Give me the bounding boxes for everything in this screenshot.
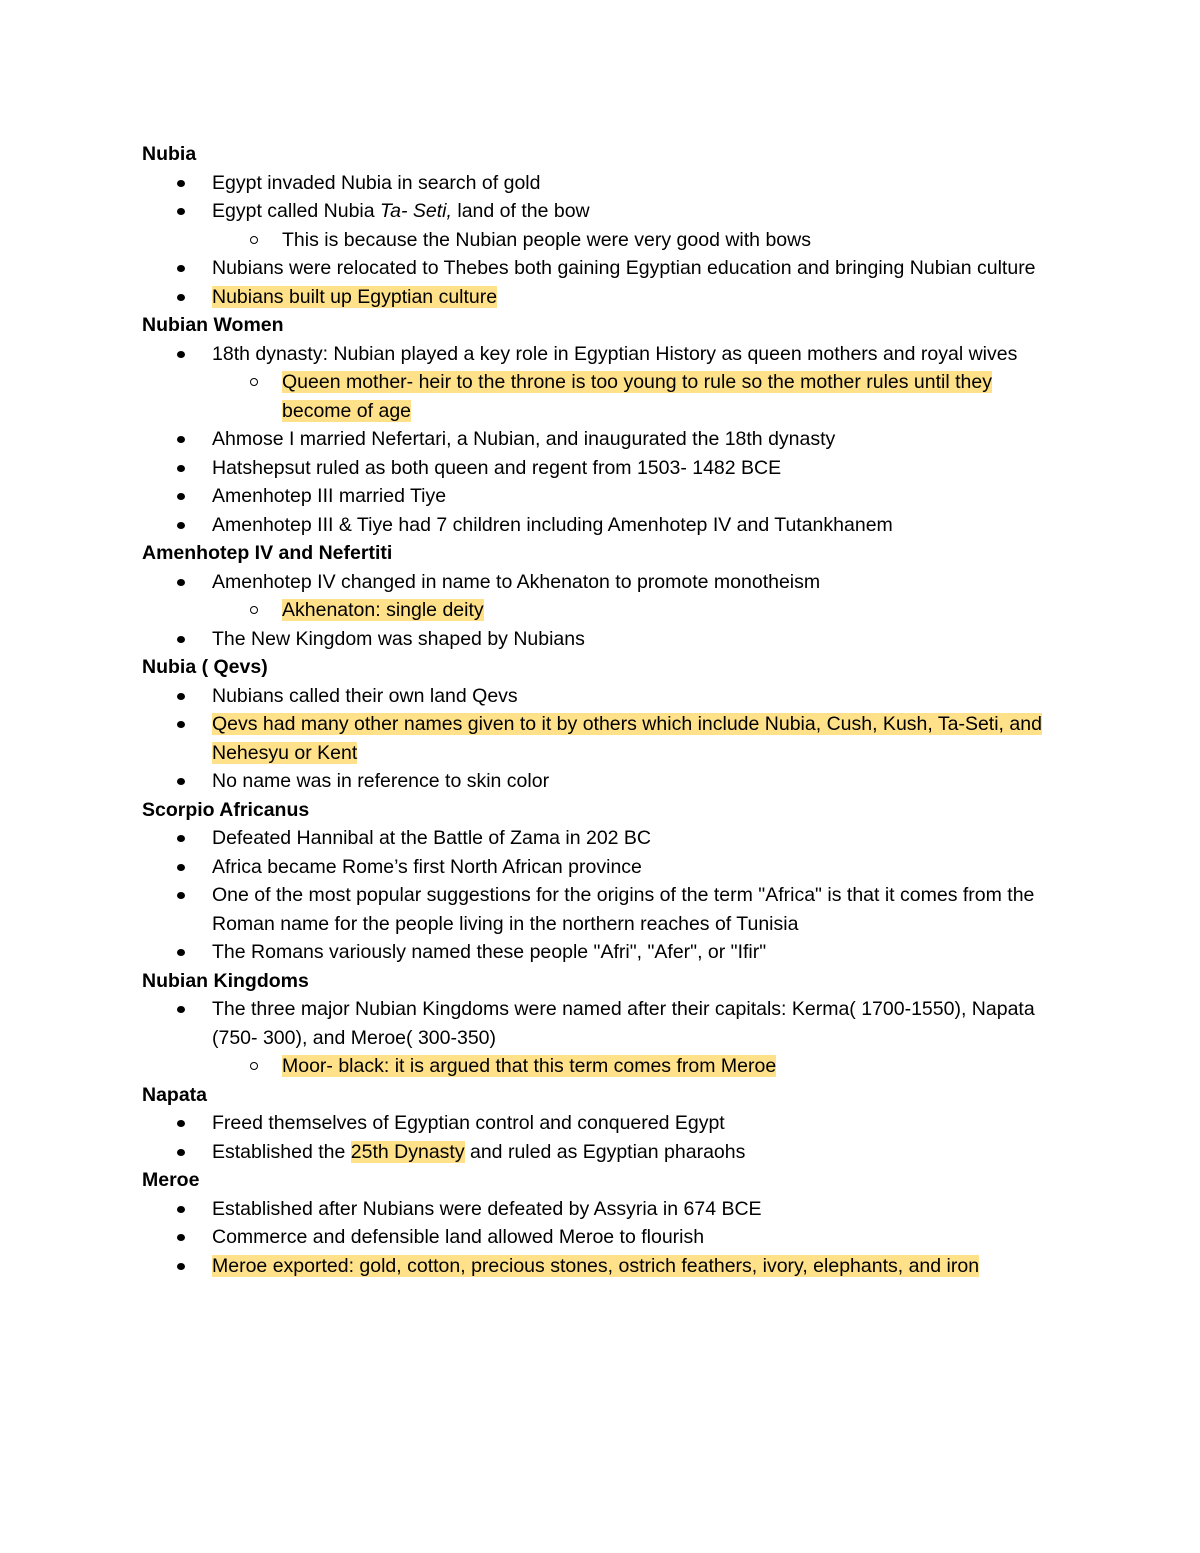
item-text: Ahmose I married Nefertari, a Nubian, and inaugurated the 18th dynasty	[212, 428, 836, 450]
list-item	[142, 1138, 1062, 1167]
list-item	[142, 881, 1062, 938]
bullet-icon	[177, 835, 185, 842]
bullet-icon	[177, 864, 185, 871]
list-item	[142, 197, 1062, 226]
highlighted-text: 25th Dynasty	[350, 1140, 465, 1163]
item-text-pre: Egypt called Nubia	[212, 200, 381, 222]
sub-list-item	[142, 596, 1062, 625]
list-item	[142, 169, 1062, 198]
item-text: Amenhotep III married Tiye	[212, 485, 447, 507]
list-item	[142, 995, 1062, 1052]
item-text: One of the most popular suggestions for the origins of the term "Africa" is that it comes from the Roman name for the people living in the northern reaches of Tunisia	[212, 884, 1035, 935]
bullet-list	[142, 1109, 1062, 1166]
item-text-post: and ruled as Egyptian pharaohs	[464, 1140, 746, 1163]
bullet-list	[142, 169, 1062, 312]
item-text: Hatshepsut ruled as both queen and regent from 1503- 1482 BCE	[212, 456, 782, 479]
bullet-icon	[177, 465, 185, 472]
item-text: The New Kingdom was shaped by Nubians	[212, 627, 585, 650]
bullet-icon	[177, 351, 185, 358]
item-text: Nubians called their own land Qevs	[212, 684, 518, 707]
list-item	[142, 454, 1062, 483]
sub-list-item	[142, 1052, 1062, 1081]
bullet-icon	[177, 1263, 185, 1270]
list-item	[142, 625, 1062, 654]
list-item	[142, 511, 1062, 540]
bullet-icon	[177, 1149, 185, 1156]
bullet-icon	[177, 1006, 185, 1013]
bullet-icon	[177, 693, 185, 700]
list-item	[142, 824, 1062, 853]
item-text: Commerce and defensible land allowed Meroe to flourish	[212, 1226, 705, 1248]
bullet-icon	[177, 265, 185, 272]
item-text: Established after Nubians were defeated by Assyria in 674 BCE	[212, 1197, 762, 1220]
bullet-icon	[177, 294, 185, 301]
list-item	[142, 767, 1062, 796]
bullet-icon	[177, 180, 185, 187]
sub-list-item	[142, 226, 1062, 255]
item-text: Amenhotep IV changed in name to Akhenaton to promote monotheism	[212, 570, 821, 593]
bullet-icon	[177, 579, 185, 586]
section-heading: Napata	[142, 1083, 208, 1106]
notes-content	[142, 140, 1062, 1280]
section-heading: Nubian Women	[142, 314, 284, 336]
section-heading: Meroe	[142, 1169, 200, 1191]
item-text-pre: Established the	[212, 1140, 351, 1163]
highlighted-text: Akhenaton: single deity	[282, 599, 484, 621]
highlighted-text: Qevs had many other names given to it by others which include Nubia, Cush, Kush, Ta-Seti, and Nehesyu or Kent	[212, 713, 1042, 764]
section-heading: Nubia	[142, 143, 197, 165]
bullet-icon	[177, 636, 185, 643]
item-text: Nubians were relocated to Thebes both gaining Egyptian education and bringing Nubian culture	[212, 257, 1036, 279]
list-item	[142, 425, 1062, 454]
bullet-list	[142, 824, 1062, 967]
item-text-italic: Ta- Seti,	[380, 200, 452, 222]
bullet-list	[142, 995, 1062, 1081]
item-text-post: land of the bow	[451, 200, 590, 222]
bullet-list	[142, 682, 1062, 796]
item-text: Egypt invaded Nubia in search of gold	[212, 171, 541, 194]
bullet-icon	[177, 1120, 185, 1127]
list-item	[142, 1109, 1062, 1138]
highlighted-text: Nubians built up Egyptian culture	[212, 285, 498, 308]
list-item	[142, 482, 1062, 511]
item-text: Africa became Rome’s first North African province	[212, 855, 642, 878]
list-item	[142, 710, 1062, 767]
hollow-bullet-icon	[250, 378, 258, 386]
list-item	[142, 682, 1062, 711]
hollow-bullet-icon	[250, 236, 258, 244]
item-text: 18th dynasty: Nubian played a key role in Egyptian History as queen mothers and royal wives	[212, 342, 1018, 365]
bullet-icon	[177, 949, 185, 956]
bullet-icon	[177, 721, 185, 728]
section-heading: Amenhotep IV and Nefertiti	[142, 542, 393, 564]
sub-list-item	[142, 368, 1062, 425]
list-item	[142, 254, 1062, 283]
bullet-icon	[177, 208, 185, 215]
item-text: The Romans variously named these people "Afri", "Afer", or "Ifir"	[212, 941, 767, 963]
hollow-bullet-icon	[250, 606, 258, 614]
bullet-icon	[177, 778, 185, 785]
list-item	[142, 938, 1062, 967]
bullet-icon	[177, 1206, 185, 1213]
highlighted-text: Meroe exported: gold, cotton, precious stones, ostrich feathers, ivory, elephants, and iron	[212, 1254, 980, 1277]
list-item	[142, 568, 1062, 597]
bullet-icon	[177, 436, 185, 443]
bullet-icon	[177, 493, 185, 500]
bullet-icon	[177, 522, 185, 529]
list-item	[142, 1195, 1062, 1224]
item-text: This is because the Nubian people were very good with bows	[282, 228, 811, 251]
bullet-list	[142, 1195, 1062, 1281]
list-item	[142, 1223, 1062, 1252]
bullet-icon	[177, 892, 185, 899]
list-item	[142, 853, 1062, 882]
list-item	[142, 1252, 1062, 1281]
section-heading: Nubia ( Qevs)	[142, 656, 268, 678]
item-text: Defeated Hannibal at the Battle of Zama in 202 BC	[212, 827, 652, 849]
item-text: Amenhotep III & Tiye had 7 children including Amenhotep IV and Tutankhanem	[212, 513, 893, 536]
list-item	[142, 340, 1062, 369]
highlighted-text: Moor- black: it is argued that this term comes from Meroe	[282, 1055, 777, 1077]
bullet-list	[142, 340, 1062, 540]
item-text: Freed themselves of Egyptian control and conquered Egypt	[212, 1112, 725, 1134]
item-text: No name was in reference to skin color	[212, 770, 550, 792]
section-heading: Scorpio Africanus	[142, 798, 310, 821]
bullet-icon	[177, 1234, 185, 1241]
list-item	[142, 283, 1062, 312]
section-heading: Nubian Kingdoms	[142, 969, 309, 992]
highlighted-text: Queen mother- heir to the throne is too young to rule so the mother rules until they become of age	[282, 371, 992, 422]
item-text: The three major Nubian Kingdoms were named after their capitals: Kerma( 1700-1550), Napata (750- 300), and Meroe( 300-350)	[212, 998, 1035, 1049]
bullet-list	[142, 568, 1062, 654]
hollow-bullet-icon	[250, 1062, 258, 1070]
